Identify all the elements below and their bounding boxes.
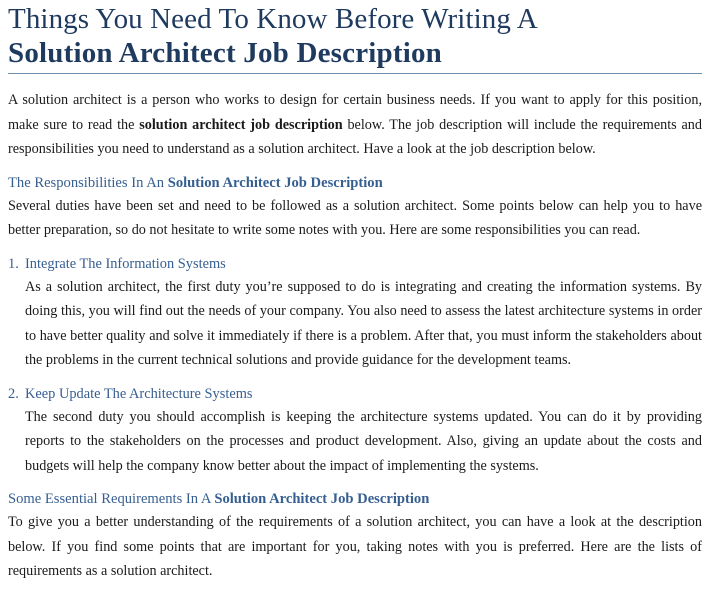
article xyxy=(8,0,702,584)
responsibilities-heading xyxy=(8,172,702,194)
intro-text-start: A solution architect is a person who works to design for certain business needs. If you want to apply for this position, make sure to read the xyxy=(8,92,702,133)
list-item xyxy=(8,383,702,479)
requirements-paragraph: To give you a better understanding of the requirements of a solution architect, you can have a look at the description below. If you find some points that are important for you, taking notes with you is preferred. Here are the lists of requirements as a solution architect. xyxy=(8,514,702,579)
title-line-1: Things You Need To Know Before Writing A xyxy=(8,3,538,35)
list-item-number: 2. xyxy=(8,385,19,402)
list-item-heading xyxy=(8,253,702,275)
intro-bold-phrase: solution architect job description xyxy=(139,116,343,133)
page-title xyxy=(8,0,702,70)
responsibilities-heading-plain: The Responsibilities In An xyxy=(8,174,168,191)
requirements-heading-plain: Some Essential Requirements In A xyxy=(8,491,215,507)
intro-text-end: below. The job description will include the requirements and responsibilities you need to understand as a solution architect. Have a look at the job description below. xyxy=(8,116,702,157)
title-line-2: Solution Architect Job Description xyxy=(8,37,443,69)
intro-paragraph xyxy=(8,88,702,162)
list-item-heading xyxy=(8,383,702,405)
title-divider xyxy=(8,73,702,74)
list-item xyxy=(8,253,702,373)
list-item-title: Keep Update The Architecture Systems xyxy=(25,385,253,402)
list-item-title: Integrate The Information Systems xyxy=(25,255,226,272)
requirements-heading xyxy=(8,488,702,510)
responsibilities-heading-bold: Solution Architect Job Description xyxy=(167,174,383,191)
list-item-body: The second duty you should accomplish is keeping the architecture systems updated. You can do it by providing reports to the stakeholders on the processes and product development. Also, giving an update about the costs and budgets will help the company know better about the impact of implementing the systems. xyxy=(25,408,702,474)
list-item-body: As a solution architect, the first duty you’re supposed to do is integrating and creating the information systems. By doing this, you will find out the needs of your company. You also need to assess the latest architecture systems in order to have better quality and solve it immediately if there is a problem. After that, you must inform the stakeholders about the problems in the current technical solutions and provide guidance for the development teams. xyxy=(25,278,702,368)
responsibilities-paragraph: Several duties have been set and need to be followed as a solution architect. Some points below can help you to have better preparation, so do not hesitate to write some notes with you. Here are some responsibilities you can read. xyxy=(8,197,702,238)
list-item-number: 1. xyxy=(8,255,19,272)
requirements-heading-bold: Solution Architect Job Description xyxy=(214,491,430,507)
responsibilities-list xyxy=(8,253,702,479)
